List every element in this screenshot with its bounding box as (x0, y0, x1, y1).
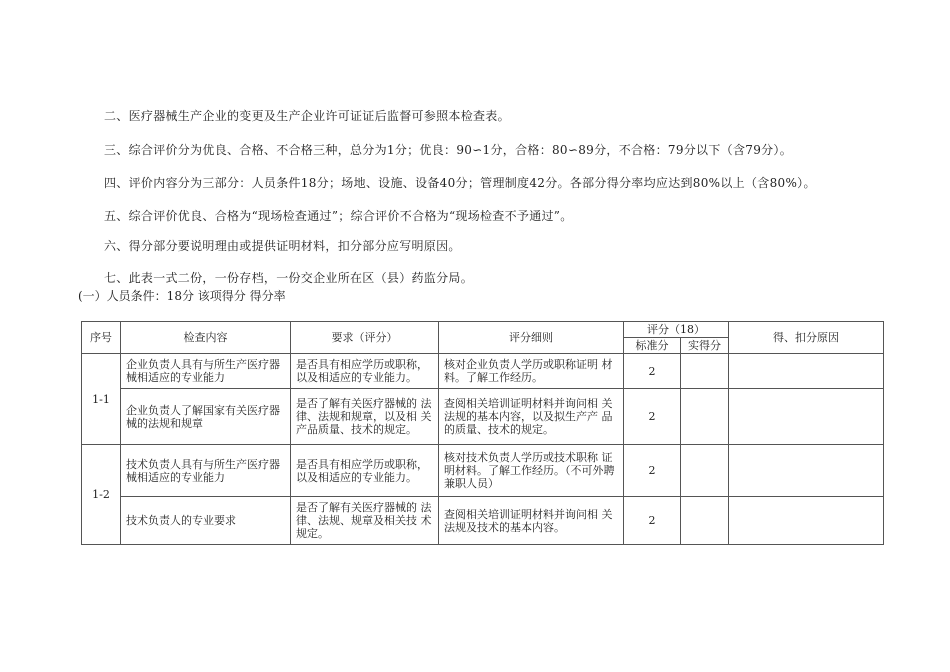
note-paragraph-5: 五、综合评价优良、合格为“现场检查通过”；综合评价不合格为“现场检查不予通过”。 (104, 209, 573, 223)
actual-score-cell[interactable] (681, 497, 729, 545)
table-row (82, 354, 884, 389)
seq-cell: 1-2 (82, 445, 121, 545)
content-cell: 技术负责人具有与所生产医疗器械相适应的专业能力 (121, 445, 291, 497)
actual-score-cell[interactable] (681, 354, 729, 389)
standard-score-cell: 2 (624, 354, 681, 389)
header-reason: 得、扣分原因 (729, 322, 884, 354)
section-title: (一）人员条件：18分 该项得分 得分率 (78, 289, 286, 303)
header-seq: 序号 (82, 322, 121, 354)
header-actual: 实得分 (681, 338, 729, 354)
header-score-group: 评分（18） (624, 322, 729, 338)
standard-score-cell: 2 (624, 497, 681, 545)
note-paragraph-2: 二、医疗器械生产企业的变更及生产企业许可证证后监督可参照本检查表。 (104, 109, 510, 123)
table-row (82, 389, 884, 445)
detail-cell: 核对技术负责人学历或技术职称 证明材料。了解工作经历。（不可外聘兼职人员） (439, 445, 624, 497)
content-cell: 企业负责人具有与所生产医疗器械相适应的专业能力 (121, 354, 291, 389)
header-requirement: 要求（评分） (291, 322, 439, 354)
header-standard: 标准分 (624, 338, 681, 354)
inspection-table (81, 321, 884, 545)
detail-cell: 查阅相关培训证明材料并询问相 关法规的基本内容，以及拟生产产 品的质量、技术的规定。 (439, 389, 624, 445)
note-paragraph-4: 四、评价内容分为三部分：人员条件18分；场地、设施、设备40分；管理制度42分。各部分得分率均应达到80%以上（含80%）。 (104, 176, 816, 190)
actual-score-cell[interactable] (681, 445, 729, 497)
header-content: 检查内容 (121, 322, 291, 354)
reason-cell[interactable] (729, 354, 884, 389)
content-cell: 企业负责人了解国家有关医疗器械的法规和规章 (121, 389, 291, 445)
actual-score-cell[interactable] (681, 389, 729, 445)
detail-cell: 查阅相关培训证明材料并询问相 关法规及技术的基本内容。 (439, 497, 624, 545)
table-header-row (82, 322, 884, 338)
reason-cell[interactable] (729, 389, 884, 445)
content-cell: 技术负责人的专业要求 (121, 497, 291, 545)
note-paragraph-6: 六、得分部分要说明理由或提供证明材料，扣分部分应写明原因。 (104, 239, 461, 253)
reason-cell[interactable] (729, 445, 884, 497)
note-paragraph-3: 三、综合评价分为优良、合格、不合格三种，总分为1分；优良：90∽1分，合格：80∽89分，不合格：79分以下（含79分）。 (104, 143, 793, 157)
requirement-cell: 是否具有相应学历或职称，以及相适应的专业能力。 (291, 354, 439, 389)
requirement-cell: 是否了解有关医疗器械的 法律、法规、规章及相关技 术规定。 (291, 497, 439, 545)
reason-cell[interactable] (729, 497, 884, 545)
requirement-cell: 是否具有相应学历或职称，以及相适应的专业能力。 (291, 445, 439, 497)
header-detail: 评分细则 (439, 322, 624, 354)
table-row (82, 445, 884, 497)
standard-score-cell: 2 (624, 389, 681, 445)
standard-score-cell: 2 (624, 445, 681, 497)
requirement-cell: 是否了解有关医疗器械的 法律、法规和规章，以及相 关产品质量、技术的规定。 (291, 389, 439, 445)
table-row (82, 497, 884, 545)
note-paragraph-7: 七、此表一式二份，一份存档，一份交企业所在区（县）药监分局。 (104, 271, 474, 285)
detail-cell: 核对企业负责人学历或职称证明 材料。了解工作经历。 (439, 354, 624, 389)
seq-cell: 1-1 (82, 354, 121, 445)
